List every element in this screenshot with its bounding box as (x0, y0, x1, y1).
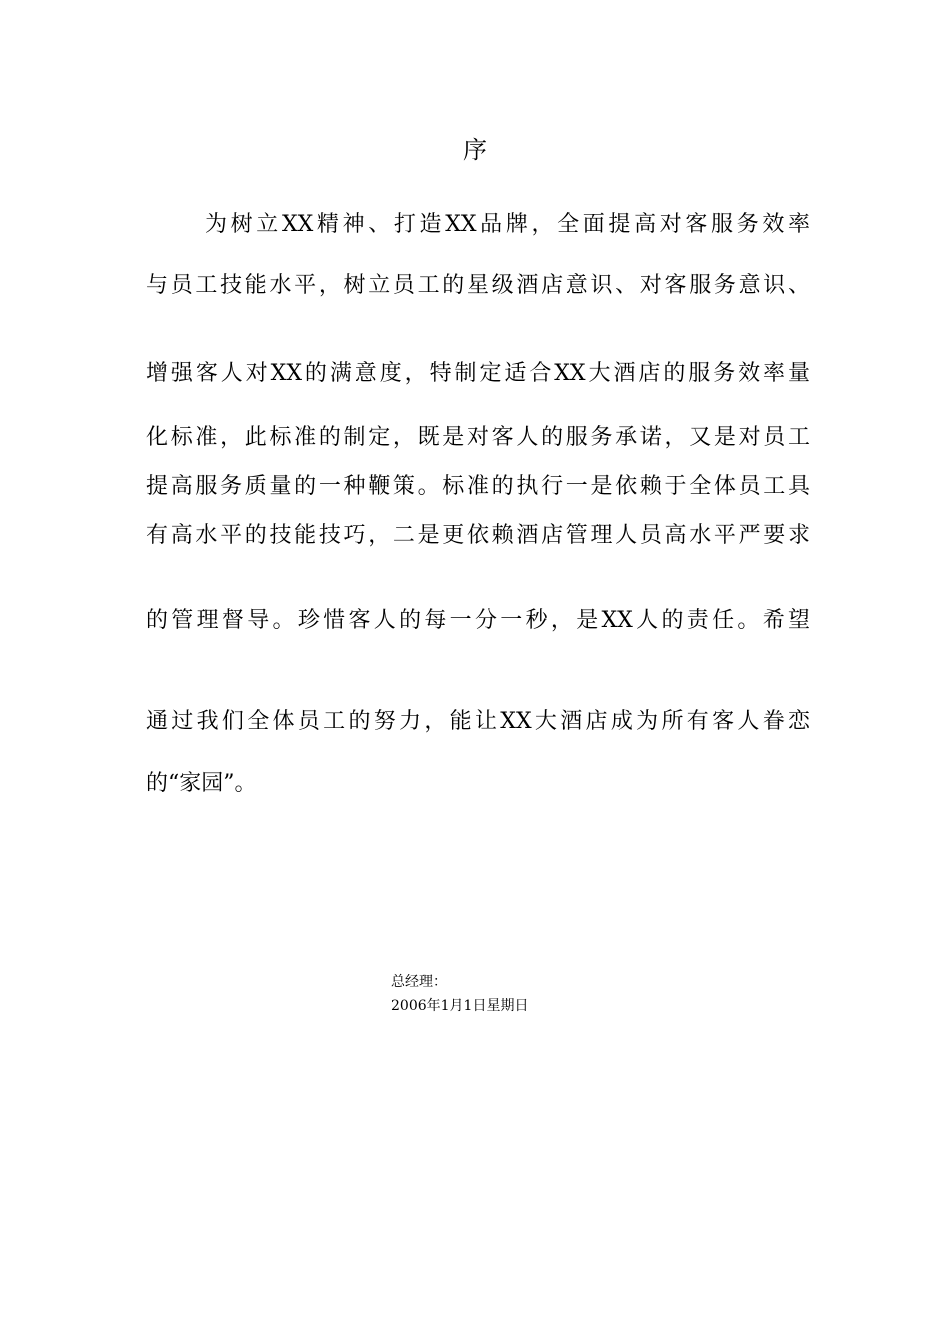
signature-date: 2006年1月1日星期日 (391, 998, 529, 1014)
paragraph-line-7: 的管理督导。珍惜客人的每一分一秒，是XX人的责任。希望 (146, 608, 810, 633)
paragraph-line-9: 的“家园”。 (146, 771, 257, 796)
document-title: 序 (463, 136, 487, 164)
paragraph-line-1: 为树立XX精神、打造XX品牌，全面提高对客服务效率 (205, 212, 810, 237)
signature-role: 总经理： (391, 974, 447, 990)
paragraph-line-4: 化标准，此标准的制定，既是对客人的服务承诺，又是对员工 (146, 425, 810, 450)
paragraph-line-3: 增强客人对XX的满意度，特制定适合XX大酒店的服务效率量 (146, 361, 810, 386)
paragraph-line-8: 通过我们全体员工的努力，能让XX大酒店成为所有客人眷恋 (146, 709, 810, 734)
paragraph-line-5: 提高服务质量的一种鞭策。标准的执行一是依赖于全体员工具 (146, 474, 810, 499)
paragraph-line-2: 与员工技能水平，树立员工的星级酒店意识、对客服务意识、 (146, 273, 810, 298)
paragraph-line-6: 有高水平的技能技巧，二是更依赖酒店管理人员高水平严要求 (146, 523, 810, 548)
